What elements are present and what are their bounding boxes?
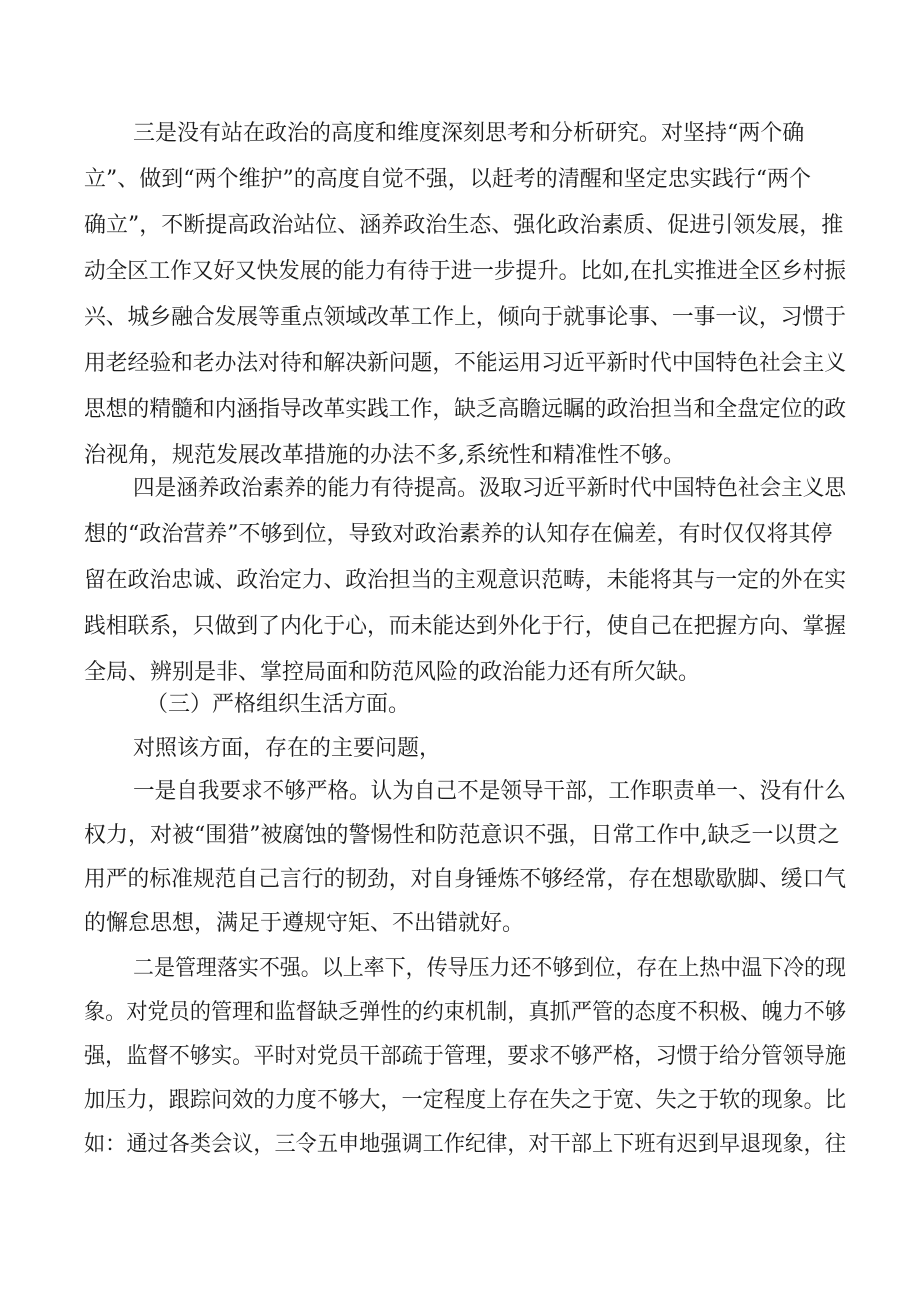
text-line (0, 298, 920, 338)
heading-text: （三）严格组织生活方面。 (146, 692, 411, 717)
text-line-content: 立”、做到“两个维护”的高度自觉不强，以赶考的清醒和坚定忠实践行“两个 (84, 167, 811, 192)
text-line-content: 全局、辨别是非、掌控局面和防范风险的政治能力还有所欠缺。 (84, 660, 701, 685)
text-line-content: 二是管理落实不强。以上率下，传导压力还不够到位，存在上热中温下冷的现 (133, 956, 846, 981)
text-line (0, 252, 920, 292)
text-line (0, 390, 920, 430)
text-line-content: 留在政治忠诚、政治定力、政治担当的主观意识范畴，未能将其与一定的外在实 (84, 568, 846, 593)
text-line (0, 206, 920, 246)
text-line (0, 949, 920, 989)
text-line (0, 860, 920, 900)
text-line-content: 动全区工作又好又快发展的能力有待于进一步提升。比如,在扎实推进全区乡村振 (84, 259, 846, 284)
text-line-content: 的懈怠思想，满足于遵规守矩、不出错就好。 (84, 911, 525, 936)
text-line (0, 904, 920, 944)
text-line-content: 想的“政治营养”不够到位，导致对政治素养的认知存在偏差，有时仅仅将其停 (84, 522, 833, 547)
text-line-content: 加压力，跟踪问效的力度不够大，一定程度上存在失之于宽、失之于软的现象。比 (84, 1088, 846, 1113)
text-line-content: 三是没有站在政治的高度和维度深刻思考和分析研究。对坚持“两个确 (133, 121, 805, 146)
text-line (0, 469, 920, 509)
text-line-content: 用严的标准规范自己言行的韧劲，对自身锤炼不够经常，存在想歇歇脚、缓口气 (84, 867, 846, 892)
text-line (0, 993, 920, 1033)
text-line-content: 四是涵养政治素养的能力有待提高。汲取习近平新时代中国特色社会主义思 (133, 476, 846, 501)
text-line-content: 对照该方面，存在的主要问题， (133, 736, 442, 761)
text-line (0, 1081, 920, 1121)
text-line (0, 515, 920, 555)
text-line (0, 114, 920, 154)
text-line (0, 1125, 920, 1165)
text-line-content: 如：通过各类会议，三令五申地强调工作纪律，对干部上下班有迟到早退现象，往 (84, 1132, 846, 1157)
text-line (0, 607, 920, 647)
text-line-content: 强，监督不够实。平时对党员干部疏于管理，要求不够严格，习惯于给分管领导施 (84, 1044, 846, 1069)
text-line (0, 729, 920, 769)
text-line (0, 561, 920, 601)
text-line (0, 816, 920, 856)
text-line-content: 权力，对被“围猎”被腐蚀的警惕性和防范意识不强，日常工作中,缺乏一以贯之 (84, 823, 840, 848)
text-line-content: 一是自我要求不够严格。认为自己不是领导干部，工作职责单一、没有什么 (133, 779, 846, 804)
text-line (0, 772, 920, 812)
text-line-content: 践相联系，只做到了内化于心，而未能达到外化于行，使自己在把握方向、掌握 (84, 614, 846, 639)
text-line-content: 治视角，规范发展改革措施的办法不多,系统性和精准性不够。 (84, 443, 685, 468)
text-line (0, 160, 920, 200)
text-line-content: 思想的精髓和内涵指导改革实践工作，缺乏高瞻远瞩的政治担当和全盘定位的政 (84, 397, 846, 422)
text-line (0, 344, 920, 384)
text-line-content: 确立”，不断提高政治站位、涵养政治生态、强化政治素质、促进引领发展，推 (84, 213, 844, 238)
text-line-content: 兴、城乡融合发展等重点领域改革工作上，倾向于就事论事、一事一议，习惯于 (84, 305, 846, 330)
text-line (0, 685, 920, 725)
text-line-content: 象。对党员的管理和监督缺乏弹性的约束机制，真抓严管的态度不积极、魄力不够 (84, 1000, 846, 1025)
text-line (0, 1037, 920, 1077)
text-line-content: 用老经验和老办法对待和解决新问题，不能运用习近平新时代中国特色社会主义 (84, 351, 846, 376)
